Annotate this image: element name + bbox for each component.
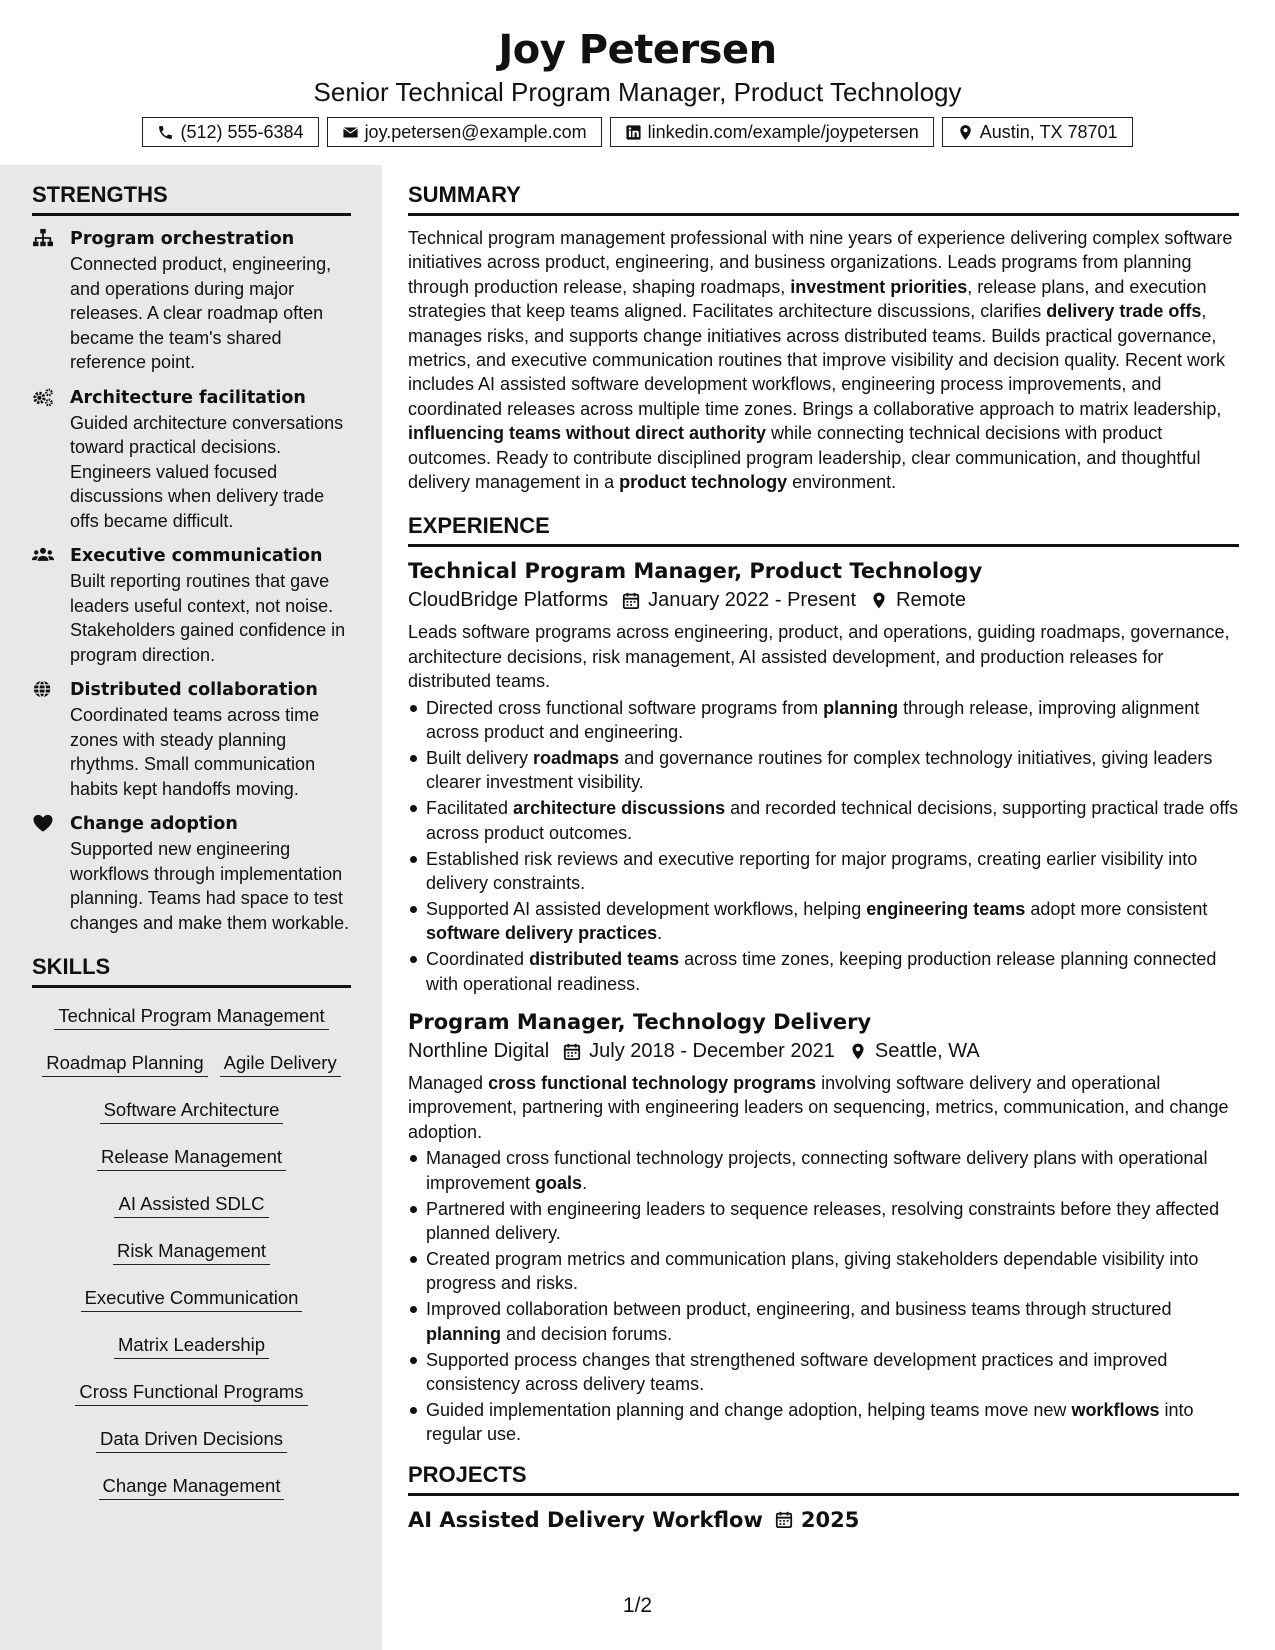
strength-text: Connected product, engineering, and operations during major releases. A clear roadmap often became the team's shared reference point. <box>70 254 332 372</box>
summary-text <box>408 226 1239 494</box>
bullet-item <box>408 796 1239 845</box>
job-location: Remote <box>896 589 967 612</box>
bold-phrase: roadmaps <box>533 748 620 768</box>
skill-row <box>32 1333 351 1359</box>
text-run: Guided implementation planning and change adoption, helping teams move new <box>426 1399 1072 1420</box>
bullet-item <box>408 1197 1239 1246</box>
strength-item <box>32 226 351 375</box>
text-run: Managed cross functional technology projects, connecting software delivery plans with operational improvement <box>426 1148 1208 1193</box>
candidate-title: Senior Technical Program Manager, Product Technology <box>313 77 962 107</box>
job-intro <box>408 620 1239 693</box>
text-run: involving software delivery and operational improvement, partnering with engineering leaders on sequencing, metrics, communication, and change adoption. <box>408 1073 1229 1142</box>
bold-phrase: delivery trade offs <box>1046 301 1202 322</box>
bold-phrase: goals <box>535 1172 583 1193</box>
summary-heading: SUMMARY <box>408 181 1239 216</box>
text-run: and decision forums. <box>501 1323 673 1344</box>
project-title: AI Assisted Delivery Workflow <box>408 1507 763 1532</box>
candidate-name: Joy Petersen <box>498 27 777 73</box>
skill-tag: Technical Program Management <box>54 1004 328 1030</box>
bold-phrase: cross functional technology programs <box>488 1073 817 1094</box>
text-run: Managed <box>408 1073 489 1094</box>
text-run: Partnered with engineering leaders to sequence releases, resolving constraints before they affected planned delivery. <box>426 1198 1220 1243</box>
bullet-item <box>408 696 1239 745</box>
bold-phrase: planning <box>426 1323 501 1344</box>
skill-row <box>32 1192 351 1218</box>
bullet-item <box>408 1247 1239 1296</box>
skills-section <box>32 953 351 1500</box>
text-run: adopt more consistent <box>1025 898 1208 919</box>
skill-tag: Change Management <box>99 1474 285 1500</box>
job-bullets <box>408 696 1239 996</box>
text-run: and recorded technical decisions, supporting practical trade offs across product outcomes. <box>426 798 1239 843</box>
text-run: through release, improving alignment across product and engineering. <box>426 697 1200 743</box>
skill-tag: Data Driven Decisions <box>96 1427 287 1453</box>
text-run: across time zones, keeping production release planning connected with operational readiness. <box>426 949 1217 994</box>
envelope-icon <box>342 124 359 141</box>
contact-phone-text: (512) 555-6384 <box>180 121 304 142</box>
skill-row <box>32 1286 351 1312</box>
bullet-item <box>408 947 1239 996</box>
strength-title: Executive communication <box>70 546 323 566</box>
linkedin-icon <box>625 124 642 141</box>
text-run: environment. <box>787 472 897 493</box>
gears-icon <box>32 387 54 407</box>
bullet-item <box>408 847 1239 896</box>
bold-phrase: engineering teams <box>866 898 1026 919</box>
bold-phrase: software delivery practices <box>426 923 658 944</box>
job-entry <box>408 557 1239 996</box>
location-pin-icon <box>957 124 974 141</box>
text-run: Coordinated <box>426 949 530 970</box>
skill-row <box>32 1098 351 1124</box>
text-run: into regular use. <box>426 1399 1194 1445</box>
skill-tag: Software Architecture <box>100 1098 284 1124</box>
text-run: Established risk reviews and executive reporting for major programs, creating earlier visibility into delivery constraints. <box>426 848 1198 894</box>
skill-tag: Roadmap Planning <box>42 1051 207 1077</box>
strength-item <box>32 811 351 935</box>
job-entry <box>408 1008 1239 1447</box>
contact-linkedin[interactable] <box>610 117 934 147</box>
text-run: , manages risks, and supports change initiatives across distributed teams. Builds practical governance, metrics, and executive communication routines that improve visibility and decision quality. Recent work includes AI assisted software development workflows, engineering process improvements, and coordinated releases across multiple time zones. Brings a collaborative approach to matrix leadership, <box>408 301 1226 419</box>
strength-item <box>32 543 351 667</box>
text-run: Facilitated <box>426 798 514 819</box>
contact-location <box>942 117 1133 147</box>
skill-row <box>32 1239 351 1265</box>
strength-title: Distributed collaboration <box>70 680 318 700</box>
bullet-item <box>408 1297 1239 1346</box>
job-company: Northline Digital <box>408 1040 550 1063</box>
skill-row <box>32 1474 351 1500</box>
contact-email-text: joy.petersen@example.com <box>364 121 587 142</box>
skill-row <box>32 1051 351 1077</box>
strength-text: Guided architecture conversations toward practical decisions. Engineers valued focused discussions when delivery trade offs became difficult. <box>70 412 344 531</box>
location-pin-icon <box>849 1042 867 1061</box>
skill-row <box>32 1380 351 1406</box>
projects-heading: PROJECTS <box>408 1461 1239 1496</box>
job-meta <box>408 585 1239 615</box>
text-run: Supported AI assisted development workflows, helping <box>426 898 867 919</box>
job-company: CloudBridge Platforms <box>408 589 609 612</box>
sidebar <box>0 165 382 1650</box>
main-column <box>408 165 1239 1650</box>
location-pin-icon <box>870 591 888 610</box>
strength-item <box>32 677 351 801</box>
skill-row <box>32 1145 351 1171</box>
job-dates: January 2022 - Present <box>648 589 856 612</box>
text-run: Technical program management professional with nine years of experience delivering complex software initiatives across product, engineering, and business organizations. Leads programs from planning through production release, shaping roadmaps, <box>408 228 1233 297</box>
bold-phrase: workflows <box>1071 1399 1160 1420</box>
skill-tag: Executive Communication <box>81 1286 303 1312</box>
contact-bar <box>0 117 1275 147</box>
job-dates: July 2018 - December 2021 <box>589 1040 835 1063</box>
sitemap-icon <box>32 228 54 248</box>
project-entry <box>408 1506 1239 1534</box>
text-run: Supported process changes that strengthened software development practices and improved consistency across delivery teams. <box>426 1349 1168 1394</box>
text-run: Improved collaboration between product, engineering, and business teams through structured <box>426 1299 1172 1320</box>
skill-tag: Matrix Leadership <box>114 1333 269 1359</box>
strength-text: Built reporting routines that gave leaders useful context, not noise. Stakeholders gained confidence in program direction. <box>70 571 346 665</box>
strength-item <box>32 385 351 534</box>
strength-title: Change adoption <box>70 814 238 834</box>
text-run: Directed cross functional software programs from <box>426 697 824 718</box>
job-meta <box>408 1036 1239 1066</box>
strengths-heading: STRENGTHS <box>32 181 351 216</box>
job-title: Program Manager, Technology Delivery <box>408 1010 872 1035</box>
calendar-icon <box>775 1510 793 1529</box>
text-run: Leads software programs across engineering, product, and operations, guiding roadmaps, governance, architecture decisions, risk management, AI assisted development, and production releases for distributed teams. <box>408 622 1230 692</box>
skill-tag: Agile Delivery <box>220 1051 341 1077</box>
contact-linkedin-text: linkedin.com/example/joypetersen <box>647 121 919 142</box>
users-icon <box>32 545 54 565</box>
text-run: , release plans, and execution strategies that keep teams aligned. Facilitates architecture discussions, clarifies <box>408 276 1207 322</box>
page-number: 1/2 <box>622 1594 653 1617</box>
heart-icon <box>32 813 54 833</box>
skill-tag: AI Assisted SDLC <box>114 1192 268 1218</box>
text-run: and governance routines for complex technology initiatives, giving leaders clearer investment visibility. <box>426 748 1213 793</box>
bullet-item <box>408 897 1239 946</box>
strength-title: Architecture facilitation <box>70 387 306 408</box>
experience-heading: EXPERIENCE <box>408 512 1239 547</box>
globe-icon <box>32 679 54 699</box>
text-run: while connecting technical decisions with product outcomes. Ready to contribute disciplined program leadership, clear communication, and thoughtful delivery management in a <box>408 423 1201 493</box>
phone-icon <box>157 124 174 141</box>
text-run: . <box>657 923 663 944</box>
bold-phrase: distributed teams <box>529 949 680 970</box>
bullet-item <box>408 746 1239 795</box>
bold-phrase: investment priorities <box>790 276 968 297</box>
strength-title: Program orchestration <box>70 229 295 249</box>
job-bullets <box>408 1146 1239 1446</box>
calendar-icon <box>622 591 640 610</box>
bullet-item <box>408 1146 1239 1195</box>
bullet-item <box>408 1398 1239 1447</box>
bold-phrase: influencing teams without direct authority <box>408 423 767 444</box>
project-year: 2025 <box>800 1507 860 1532</box>
job-title: Technical Program Manager, Product Technology <box>408 559 983 584</box>
text-run: Built delivery <box>426 748 534 768</box>
bold-phrase: product technology <box>619 472 788 493</box>
skill-tag: Release Management <box>97 1145 286 1171</box>
contact-location-text: Austin, TX 78701 <box>979 121 1118 142</box>
skills-heading: SKILLS <box>32 953 351 988</box>
bullet-item <box>408 1348 1239 1397</box>
contact-phone <box>142 117 318 147</box>
skill-row <box>32 1427 351 1453</box>
skill-row <box>32 1004 351 1030</box>
bold-phrase: planning <box>823 697 899 718</box>
bold-phrase: architecture discussions <box>513 798 726 819</box>
resume-header <box>0 0 1275 165</box>
strength-text: Coordinated teams across time zones with steady planning rhythms. Small communication habits kept handoffs moving. <box>70 705 320 799</box>
calendar-icon <box>563 1042 581 1061</box>
skill-tag: Risk Management <box>113 1239 270 1265</box>
strength-text: Supported new engineering workflows through implementation planning. Teams had space to test changes and make them workable. <box>70 839 350 933</box>
skill-tag: Cross Functional Programs <box>75 1380 307 1406</box>
job-intro <box>408 1071 1239 1144</box>
contact-email[interactable] <box>327 117 602 147</box>
text-run: Created program metrics and communication plans, giving stakeholders dependable visibility into progress and risks. <box>426 1248 1199 1294</box>
job-location: Seattle, WA <box>874 1040 980 1063</box>
text-run: . <box>582 1172 588 1193</box>
